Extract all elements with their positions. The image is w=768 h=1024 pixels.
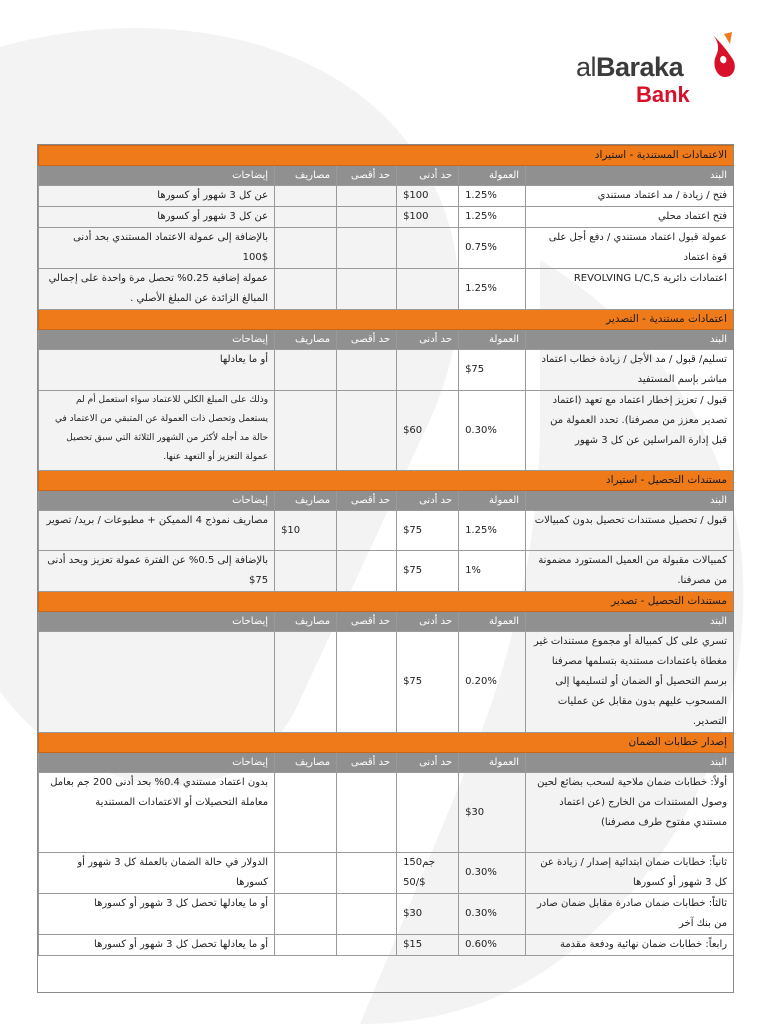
section-title: مستندات التحصيل - استيراد xyxy=(39,471,734,491)
table-row xyxy=(39,551,734,592)
logo-wordmark: alBaraka xyxy=(576,52,684,82)
cell-notes: وذلك على المبلغ الكلي للاعتماد سواء استعمل أم لم يستعمل وتحصل ذات العمولة عن المتبقي من الاعتماد في حالة مد أجله لأكثر من الشهور الثلاثة التي سبق تحصيل عمولة التعزيز أو التعهد عنها. xyxy=(39,391,275,471)
cell-notes: بدون اعتماد مستندي 0.4% بحد أدنى 200 جم بعامل معاملة التحصيلات أو الاعتمادات المستندية xyxy=(39,773,275,853)
cell-expenses xyxy=(275,186,337,207)
cell-min: $60 xyxy=(397,391,459,471)
column-header-row xyxy=(39,612,734,632)
cell-expenses xyxy=(275,894,337,935)
cell-item: أولاً: خطابات ضمان ملاحية لسحب بضائع لحين وصول المستندات من الخارج (عن اعتماد مستندي مفتوح طرف مصرفنا) xyxy=(526,773,734,853)
cell-notes: أو ما يعادلها تحصل كل 3 شهور أو كسورها xyxy=(39,894,275,935)
cell-commission: 1.25% xyxy=(459,269,526,310)
table-row xyxy=(39,853,734,894)
cell-max xyxy=(337,207,397,228)
cell-min: $75 xyxy=(397,551,459,592)
cell-commission: 1.25% xyxy=(459,207,526,228)
cell-min: $100 xyxy=(397,186,459,207)
column-header-item: البند xyxy=(526,330,734,350)
cell-max xyxy=(337,228,397,269)
cell-commission: 1.25% xyxy=(459,511,526,551)
empty-cell xyxy=(39,956,734,994)
cell-notes: عن كل 3 شهور أو كسورها xyxy=(39,186,275,207)
column-header-min: حد أدنى xyxy=(397,166,459,186)
cell-min: $15 xyxy=(397,935,459,956)
column-header-notes: إيضاحات xyxy=(39,330,275,350)
column-header-notes: إيضاحات xyxy=(39,612,275,632)
column-header-item: البند xyxy=(526,491,734,511)
column-header-expenses: مصاريف xyxy=(275,753,337,773)
column-header-row xyxy=(39,330,734,350)
logo-subtitle: Bank xyxy=(636,82,690,107)
column-header-max: حد أقصى xyxy=(337,753,397,773)
cell-notes: مصاريف نموذج 4 المميكن + مطبوعات / بريد/ تصوير xyxy=(39,511,275,551)
table-row xyxy=(39,391,734,471)
cell-max xyxy=(337,511,397,551)
column-header-max: حد أقصى xyxy=(337,491,397,511)
cell-notes: عمولة إضافية 0.25% تحصل مرة واحدة على إجمالي المبالغ الزائدة عن المبلغ الأصلي . xyxy=(39,269,275,310)
cell-notes: عن كل 3 شهور أو كسورها xyxy=(39,207,275,228)
table-row xyxy=(39,773,734,853)
section-title: مستندات التحصيل - تصدير xyxy=(39,592,734,612)
column-header-max: حد أقصى xyxy=(337,166,397,186)
cell-min xyxy=(397,228,459,269)
cell-notes xyxy=(39,632,275,733)
cell-min xyxy=(397,773,459,853)
cell-min xyxy=(397,269,459,310)
cell-expenses xyxy=(275,207,337,228)
bank-logo xyxy=(576,30,736,110)
section-title: اعتمادات مستندية - التصدير xyxy=(39,310,734,330)
cell-item: فتح / زيادة / مد اعتماد مستندي xyxy=(526,186,734,207)
cell-notes: بالإضافة إلى عمولة الاعتماد المستندي بحد أدنى $100 xyxy=(39,228,275,269)
section-title: إصدار خطابات الضمان xyxy=(39,733,734,753)
column-header-expenses: مصاريف xyxy=(275,166,337,186)
cell-expenses xyxy=(275,853,337,894)
column-header-max: حد أقصى xyxy=(337,330,397,350)
table-row xyxy=(39,350,734,391)
column-header-min: حد أدنى xyxy=(397,491,459,511)
column-header-notes: إيضاحات xyxy=(39,491,275,511)
cell-max xyxy=(337,391,397,471)
table-row xyxy=(39,228,734,269)
column-header-row xyxy=(39,491,734,511)
cell-min xyxy=(397,350,459,391)
cell-min: $30 xyxy=(397,894,459,935)
column-header-notes: إيضاحات xyxy=(39,166,275,186)
table-row xyxy=(39,632,734,733)
column-header-row xyxy=(39,753,734,773)
section-title-row xyxy=(39,471,734,491)
cell-item: كمبيالات مقبولة من العميل المستورد مضمونة من مصرفنا. xyxy=(526,551,734,592)
cell-item: قبول / تحصيل مستندات تحصيل بدون كمبيالات xyxy=(526,511,734,551)
cell-commission: 0.30% xyxy=(459,894,526,935)
cell-min: $75 xyxy=(397,632,459,733)
cell-min: $75 xyxy=(397,511,459,551)
cell-expenses xyxy=(275,632,337,733)
cell-item: قبول / تعزيز إخطار اعتماد مع تعهد (اعتماد تصدير معزز من مصرفنا). تحدد العمولة من قبل إدارة المراسلين عن كل 3 شهور xyxy=(526,391,734,471)
cell-max xyxy=(337,853,397,894)
cell-commission: 0.30% xyxy=(459,391,526,471)
table-row xyxy=(39,894,734,935)
cell-notes: الدولار في حالة الضمان بالعملة كل 3 شهور أو كسورها xyxy=(39,853,275,894)
column-header-item: البند xyxy=(526,753,734,773)
cell-commission: $30 xyxy=(459,773,526,853)
cell-commission: 0.20% xyxy=(459,632,526,733)
cell-commission: 0.60% xyxy=(459,935,526,956)
cell-min: $100 xyxy=(397,207,459,228)
cell-commission: 0.30% xyxy=(459,853,526,894)
cell-commission: 0.75% xyxy=(459,228,526,269)
cell-notes: أو ما يعادلها تحصل كل 3 شهور أو كسورها xyxy=(39,935,275,956)
cell-item: تسليم/ قبول / مد الأجل / زيادة خطاب اعتماد مباشر بإسم المستفيد xyxy=(526,350,734,391)
cell-item: عمولة قبول اعتماد مستندي / دفع أجل على قوة اعتماد xyxy=(526,228,734,269)
cell-max xyxy=(337,935,397,956)
cell-commission: 1.25% xyxy=(459,186,526,207)
cell-min: 150جم /50$ xyxy=(397,853,459,894)
cell-expenses xyxy=(275,773,337,853)
cell-item: ثالثاً: خطابات ضمان صادرة مقابل ضمان صادر من بنك آخر xyxy=(526,894,734,935)
cell-expenses xyxy=(275,391,337,471)
cell-max xyxy=(337,894,397,935)
table-row xyxy=(39,207,734,228)
section-title-row xyxy=(39,310,734,330)
fees-table xyxy=(38,145,734,993)
column-header-commission: العمولة xyxy=(459,612,526,632)
table-row xyxy=(39,511,734,551)
drop-icon xyxy=(708,30,738,80)
cell-item: ثانياً: خطابات ضمان ابتدائية إصدار / زيادة عن كل 3 شهور أو كسورها xyxy=(526,853,734,894)
cell-item: اعتمادات دائرية REVOLVING L/C,S xyxy=(526,269,734,310)
cell-max xyxy=(337,551,397,592)
column-header-row xyxy=(39,166,734,186)
cell-item: تسري على كل كمبيالة أو مجموع مستندات غير مغطاة باعتمادات مستندية بتسلمها مصرفنا برسم التحصيل أو الضمان أو لتسليمها إلى المسحوب عليهم بدون مقابل عن عمليات التصدير. xyxy=(526,632,734,733)
cell-expenses xyxy=(275,551,337,592)
cell-max xyxy=(337,773,397,853)
column-header-expenses: مصاريف xyxy=(275,612,337,632)
column-header-expenses: مصاريف xyxy=(275,330,337,350)
cell-expenses: $10 xyxy=(275,511,337,551)
column-header-expenses: مصاريف xyxy=(275,491,337,511)
cell-commission: $75 xyxy=(459,350,526,391)
cell-item: فتح اعتماد محلي xyxy=(526,207,734,228)
column-header-item: البند xyxy=(526,166,734,186)
column-header-commission: العمولة xyxy=(459,753,526,773)
column-header-commission: العمولة xyxy=(459,491,526,511)
cell-notes: بالإضافة إلى 0.5% عن الفترة عمولة تعزيز وبحد أدنى 75$ xyxy=(39,551,275,592)
cell-item: رابعاً: خطابات ضمان نهائية ودفعة مقدمة xyxy=(526,935,734,956)
cell-expenses xyxy=(275,935,337,956)
column-header-commission: العمولة xyxy=(459,166,526,186)
column-header-notes: إيضاحات xyxy=(39,753,275,773)
section-title-row xyxy=(39,592,734,612)
cell-expenses xyxy=(275,269,337,310)
cell-expenses xyxy=(275,350,337,391)
section-title-row xyxy=(39,733,734,753)
column-header-max: حد أقصى xyxy=(337,612,397,632)
cell-notes: أو ما يعادلها xyxy=(39,350,275,391)
cell-commission: 1% xyxy=(459,551,526,592)
empty-row xyxy=(39,956,734,994)
section-title-row xyxy=(39,146,734,166)
cell-max xyxy=(337,269,397,310)
cell-max xyxy=(337,186,397,207)
column-header-commission: العمولة xyxy=(459,330,526,350)
column-header-min: حد أدنى xyxy=(397,330,459,350)
table-row xyxy=(39,186,734,207)
cell-max xyxy=(337,350,397,391)
section-title: الاعتمادات المستندية - استيراد xyxy=(39,146,734,166)
column-header-min: حد أدنى xyxy=(397,753,459,773)
cell-expenses xyxy=(275,228,337,269)
cell-max xyxy=(337,632,397,733)
column-header-item: البند xyxy=(526,612,734,632)
table-row xyxy=(39,269,734,310)
table-row xyxy=(39,935,734,956)
fees-table-frame xyxy=(37,144,734,993)
column-header-min: حد أدنى xyxy=(397,612,459,632)
